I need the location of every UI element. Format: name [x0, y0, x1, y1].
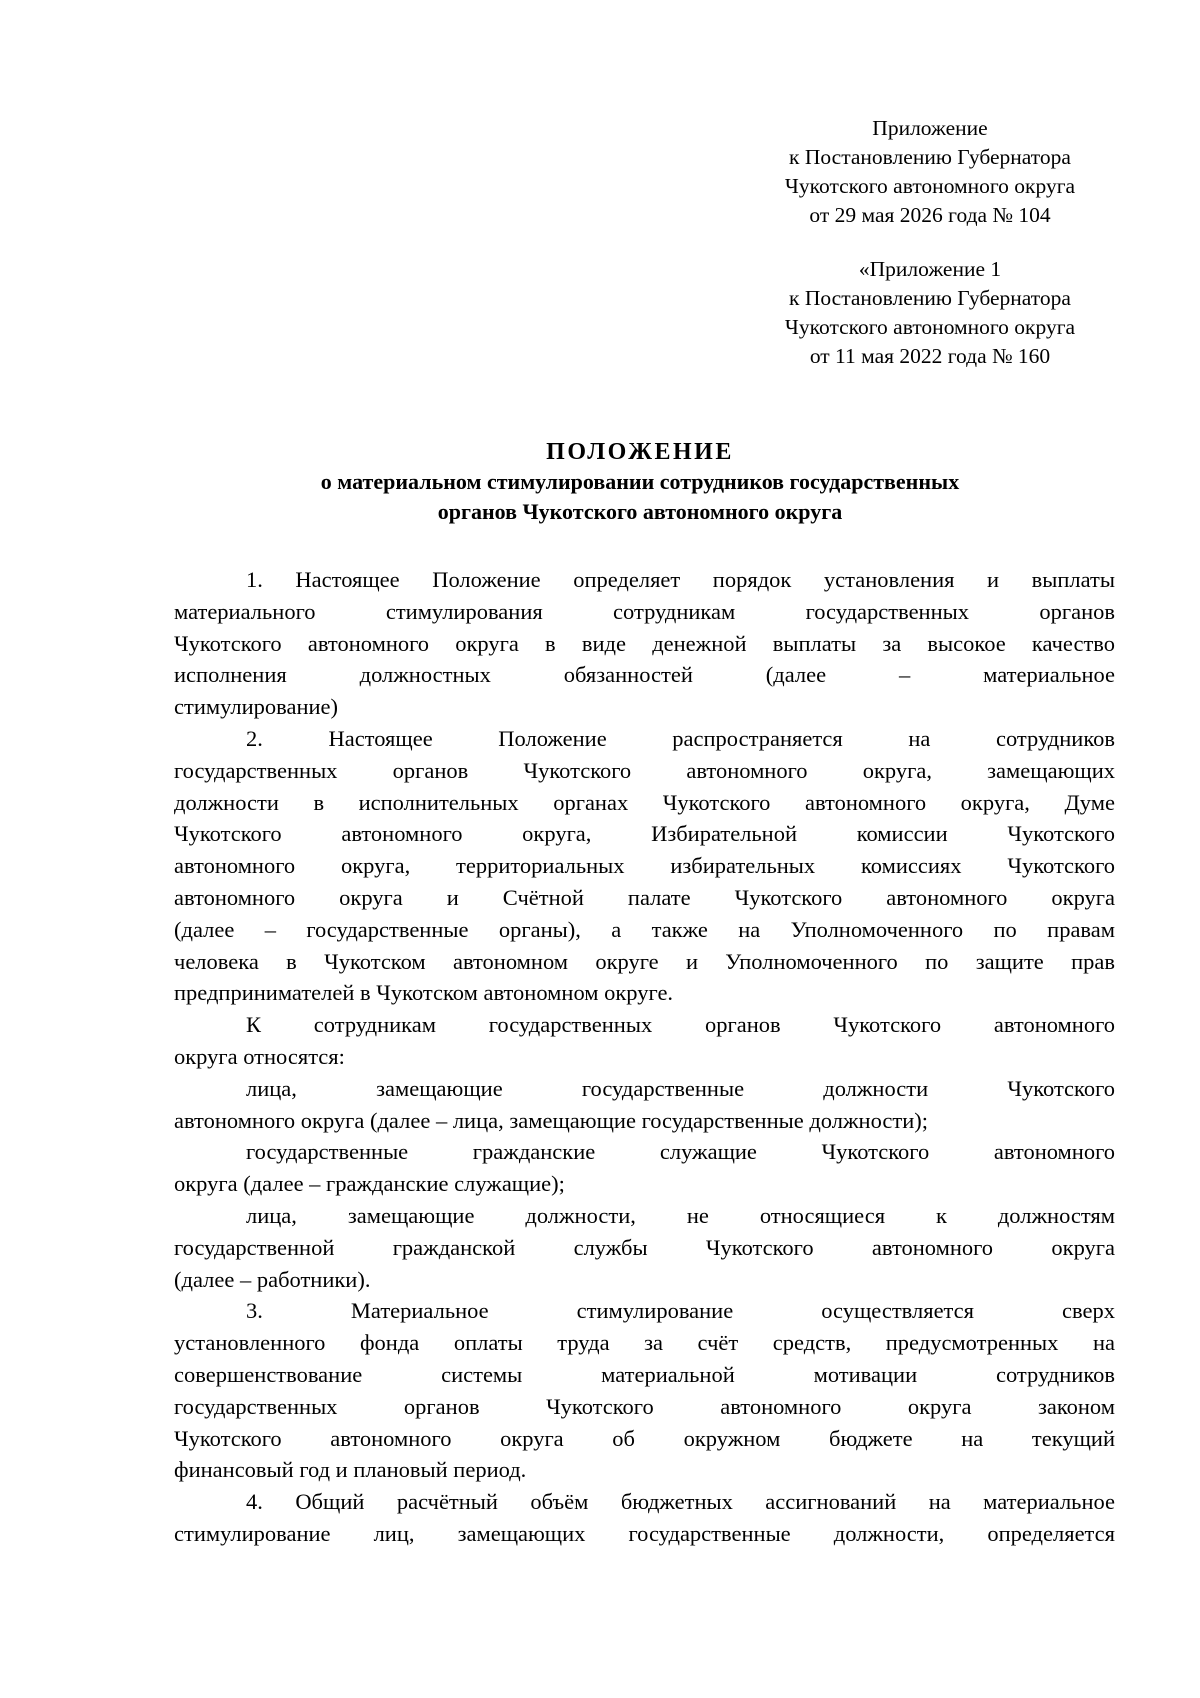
text-line: автономного округа, территориальных избирательных комиссиях Чукотского: [174, 853, 1115, 879]
text-line: финансовый год и плановый период.: [174, 1457, 527, 1483]
text-line: должности в исполнительных органах Чукотского автономного округа, Думе: [174, 789, 1115, 815]
text-line: автономного округа и Счётной палате Чукотского автономного округа: [174, 884, 1115, 910]
paragraph-employees-intro: [174, 1009, 1115, 1073]
appendix-line: Чукотского автономного округа: [784, 315, 1076, 339]
text-line: государственных органов Чукотского автономного округа, замещающих: [174, 757, 1115, 783]
text-line: Чукотского автономного округа в виде денежной выплаты за высокое качество: [174, 630, 1115, 656]
paragraph-1: [174, 564, 1115, 723]
text-line: предпринимателей в Чукотском автономном округе.: [174, 980, 674, 1006]
text-line: человека в Чукотском автономном округе и Уполномоченного по защите прав: [174, 948, 1115, 974]
text-line: стимулирование): [174, 694, 339, 720]
text-line: лица, замещающие должности, не относящиеся к должностям: [246, 1202, 1115, 1228]
text-line: государственных органов Чукотского автономного округа законом: [174, 1393, 1115, 1419]
document-body: [174, 564, 1115, 1550]
text-line: лица, замещающие государственные должности Чукотского: [246, 1075, 1115, 1101]
paragraph-workers: [174, 1200, 1115, 1295]
document-subtitle-line: органов Чукотского автономного округа: [437, 499, 843, 524]
appendix-line: к Постановлению Губернатора: [789, 145, 1071, 169]
text-line: материального стимулирования сотрудникам государственных органов: [174, 598, 1115, 624]
text-line: Чукотского автономного округа, Избирательной комиссии Чукотского: [174, 821, 1115, 847]
text-line: (далее – работники).: [174, 1266, 371, 1292]
text-line: установленного фонда оплаты труда за счёт средств, предусмотренных на: [174, 1330, 1115, 1356]
paragraph-2: [174, 723, 1115, 1009]
text-line: 4. Общий расчётный объём бюджетных ассигнований на материальное: [246, 1489, 1115, 1515]
paragraph-state-positions: [174, 1073, 1115, 1137]
text-line: исполнения должностных обязанностей (далее – материальное: [174, 662, 1115, 688]
appendix-line: от 29 мая 2026 года № 104: [809, 203, 1051, 227]
paragraph-4: [174, 1486, 1115, 1550]
text-line: автономного округа (далее – лица, замещающие государственные должности);: [174, 1107, 928, 1133]
appendix-line: от 11 мая 2022 года № 160: [809, 344, 1051, 368]
paragraph-civil-servants: [174, 1136, 1115, 1200]
text-line: округа (далее – гражданские служащие);: [174, 1171, 565, 1197]
paragraph-3: [174, 1295, 1115, 1486]
text-line: государственной гражданской службы Чукотского автономного округа: [174, 1234, 1115, 1260]
appendix-block-original: [745, 255, 1115, 371]
text-line: Чукотского автономного округа об окружном бюджете на текущий: [174, 1425, 1115, 1451]
appendix-line: к Постановлению Губернатора: [789, 286, 1071, 310]
document-title: ПОЛОЖЕНИЕ: [546, 439, 734, 465]
appendix-line: «Приложение 1: [858, 257, 1002, 281]
appendix-line: Чукотского автономного округа: [784, 174, 1076, 198]
text-line: К сотрудникам государственных органов Чукотского автономного: [246, 1012, 1115, 1038]
document-subtitle-line: о материальном стимулировании сотрудников государственных: [320, 469, 960, 494]
appendix-block-current: [745, 114, 1115, 230]
text-line: совершенствование системы материальной мотивации сотрудников: [174, 1361, 1115, 1387]
text-line: государственные гражданские служащие Чукотского автономного: [246, 1139, 1115, 1165]
text-line: 3. Материальное стимулирование осуществляется сверх: [246, 1298, 1115, 1324]
document-heading: [170, 437, 1110, 527]
text-line: округа относятся:: [174, 1043, 345, 1069]
text-line: 2. Настоящее Положение распространяется на сотрудников: [246, 725, 1115, 751]
appendix-line: Приложение: [872, 116, 988, 140]
text-line: стимулирование лиц, замещающих государственные должности, определяется: [174, 1520, 1115, 1546]
text-line: 1. Настоящее Положение определяет порядок установления и выплаты: [246, 567, 1115, 592]
text-line: (далее – государственные органы), а также на Уполномоченного по правам: [174, 916, 1115, 942]
